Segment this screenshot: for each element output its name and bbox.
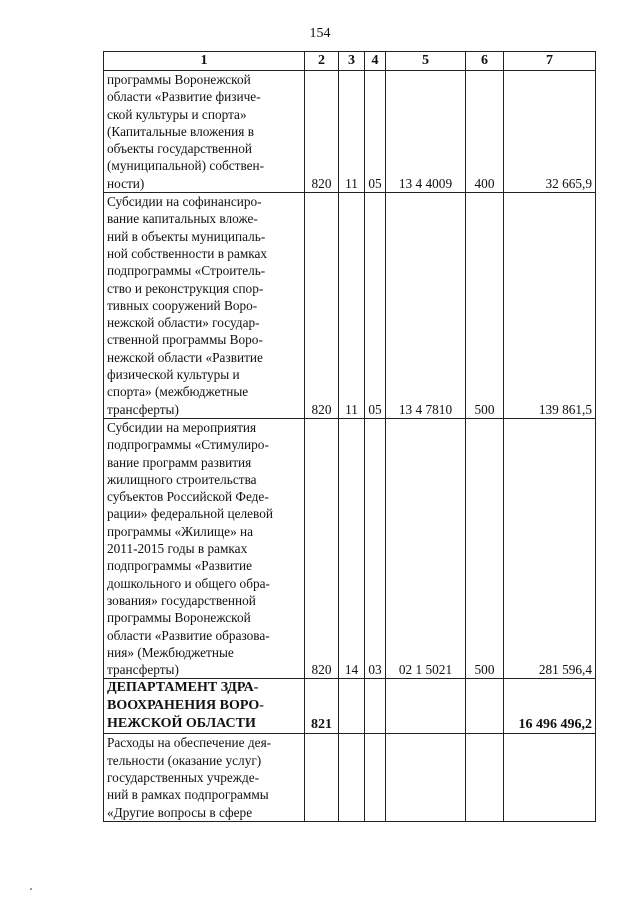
description-line: ДЕПАРТАМЕНТ ЗДРА- — [107, 680, 259, 696]
description-line: ний в рамках подпрограммы — [107, 787, 269, 803]
column-header: 2 — [305, 52, 339, 71]
header-row — [104, 52, 596, 71]
target-article-code: 13 4 4009 — [386, 71, 466, 193]
description-line: Субсидии на софинансиро- — [107, 194, 262, 210]
table-body — [104, 71, 596, 822]
amount-value: 281 596,4 — [504, 418, 596, 678]
description-line: жилищного строительства — [107, 471, 257, 487]
description-line: нежской области «Развитие — [107, 349, 263, 365]
description-line: области «Развитие физиче- — [107, 89, 261, 105]
amount-value — [504, 734, 596, 821]
column-header: 7 — [504, 52, 596, 71]
description-line: ной собственности в рамках — [107, 245, 268, 261]
section-code: 11 — [339, 193, 365, 419]
table-row — [104, 193, 596, 419]
expense-type-code — [466, 734, 504, 821]
description-line: дошкольного и общего обра- — [107, 575, 270, 591]
column-header: 6 — [466, 52, 504, 71]
description-line: физической культуры и — [107, 367, 240, 383]
description-line: ния» (Межбюджетные — [107, 644, 234, 660]
amount-value: 16 496 496,2 — [504, 679, 596, 734]
description-line: подпрограммы «Развитие — [107, 558, 253, 574]
description-line: (муниципальной) собствен- — [107, 158, 265, 174]
row-description — [104, 71, 305, 193]
table-row — [104, 418, 596, 678]
description-line: субъектов Российской Феде- — [107, 489, 269, 505]
subsection-code — [365, 734, 386, 821]
page-number: 154 — [309, 26, 331, 41]
subsection-code — [365, 679, 386, 734]
description-line: нежской области» государ- — [107, 315, 260, 331]
description-line: программы Воронежской — [107, 610, 251, 626]
description-line: НЕЖСКОЙ ОБЛАСТИ — [107, 716, 256, 732]
description-line: ство и реконструкция спор- — [107, 280, 264, 296]
description-line: программы «Жилище» на — [107, 523, 254, 539]
target-article-code — [386, 734, 466, 821]
grbs-code: 820 — [305, 71, 339, 193]
description-line: ской культуры и спорта» — [107, 106, 247, 122]
description-line: спорта» (межбюджетные — [107, 384, 249, 400]
description-line: ственной программы Воро- — [107, 332, 263, 348]
expense-type-code — [466, 679, 504, 734]
row-description — [104, 193, 305, 419]
expense-type-code: 500 — [466, 418, 504, 678]
description-line: подпрограммы «Стимулиро- — [107, 437, 269, 453]
description-line: рации» федеральной целевой — [107, 506, 273, 522]
column-header: 4 — [365, 52, 386, 71]
target-article-code: 02 1 5021 — [386, 418, 466, 678]
subsection-code: 05 — [365, 193, 386, 419]
column-header: 1 — [104, 52, 305, 71]
description-line: тивных сооружений Воро- — [107, 297, 258, 313]
description-line: объекты государственной — [107, 141, 252, 157]
column-header: 3 — [339, 52, 365, 71]
subsection-code: 03 — [365, 418, 386, 678]
row-description — [104, 418, 305, 678]
section-code — [339, 734, 365, 821]
expense-type-code: 400 — [466, 71, 504, 193]
department-row — [104, 679, 596, 734]
subsection-code: 05 — [365, 71, 386, 193]
grbs-code: 820 — [305, 418, 339, 678]
row-description — [104, 679, 305, 734]
description-line: Расходы на обеспечение дея- — [107, 735, 272, 751]
description-line: области «Развитие образова- — [107, 627, 270, 643]
amount-value: 32 665,9 — [504, 71, 596, 193]
description-line: вание капитальных вложе- — [107, 211, 258, 227]
scan-speck — [30, 888, 32, 890]
description-line: ности) — [107, 175, 145, 191]
grbs-code — [305, 734, 339, 821]
expense-type-code: 500 — [466, 193, 504, 419]
description-line: трансферты) — [107, 662, 179, 678]
amount-value: 139 861,5 — [504, 193, 596, 419]
description-line: программы Воронежской — [107, 72, 251, 87]
target-article-code — [386, 679, 466, 734]
description-line: государственных учрежде- — [107, 769, 260, 785]
description-line: (Капитальные вложения в — [107, 123, 254, 139]
description-line: ВООХРАНЕНИЯ ВОРО- — [107, 698, 264, 714]
row-description — [104, 734, 305, 821]
budget-table — [103, 51, 596, 822]
grbs-code: 820 — [305, 193, 339, 419]
description-line: Субсидии на мероприятия — [107, 419, 257, 435]
description-line: 2011-2015 годы в рамках — [107, 541, 248, 557]
description-line: ний в объекты муниципаль- — [107, 228, 266, 244]
description-line: вание программ развития — [107, 454, 252, 470]
section-code: 11 — [339, 71, 365, 193]
section-code: 14 — [339, 418, 365, 678]
section-code — [339, 679, 365, 734]
table-row — [104, 734, 596, 821]
table-row — [104, 71, 596, 193]
grbs-code: 821 — [305, 679, 339, 734]
description-line: подпрограммы «Строитель- — [107, 263, 266, 279]
target-article-code: 13 4 7810 — [386, 193, 466, 419]
description-line: трансферты) — [107, 401, 179, 417]
description-line: зования» государственной — [107, 592, 256, 608]
column-header: 5 — [386, 52, 466, 71]
description-line: тельности (оказание услуг) — [107, 752, 262, 768]
description-line: «Другие вопросы в сфере — [107, 804, 253, 820]
